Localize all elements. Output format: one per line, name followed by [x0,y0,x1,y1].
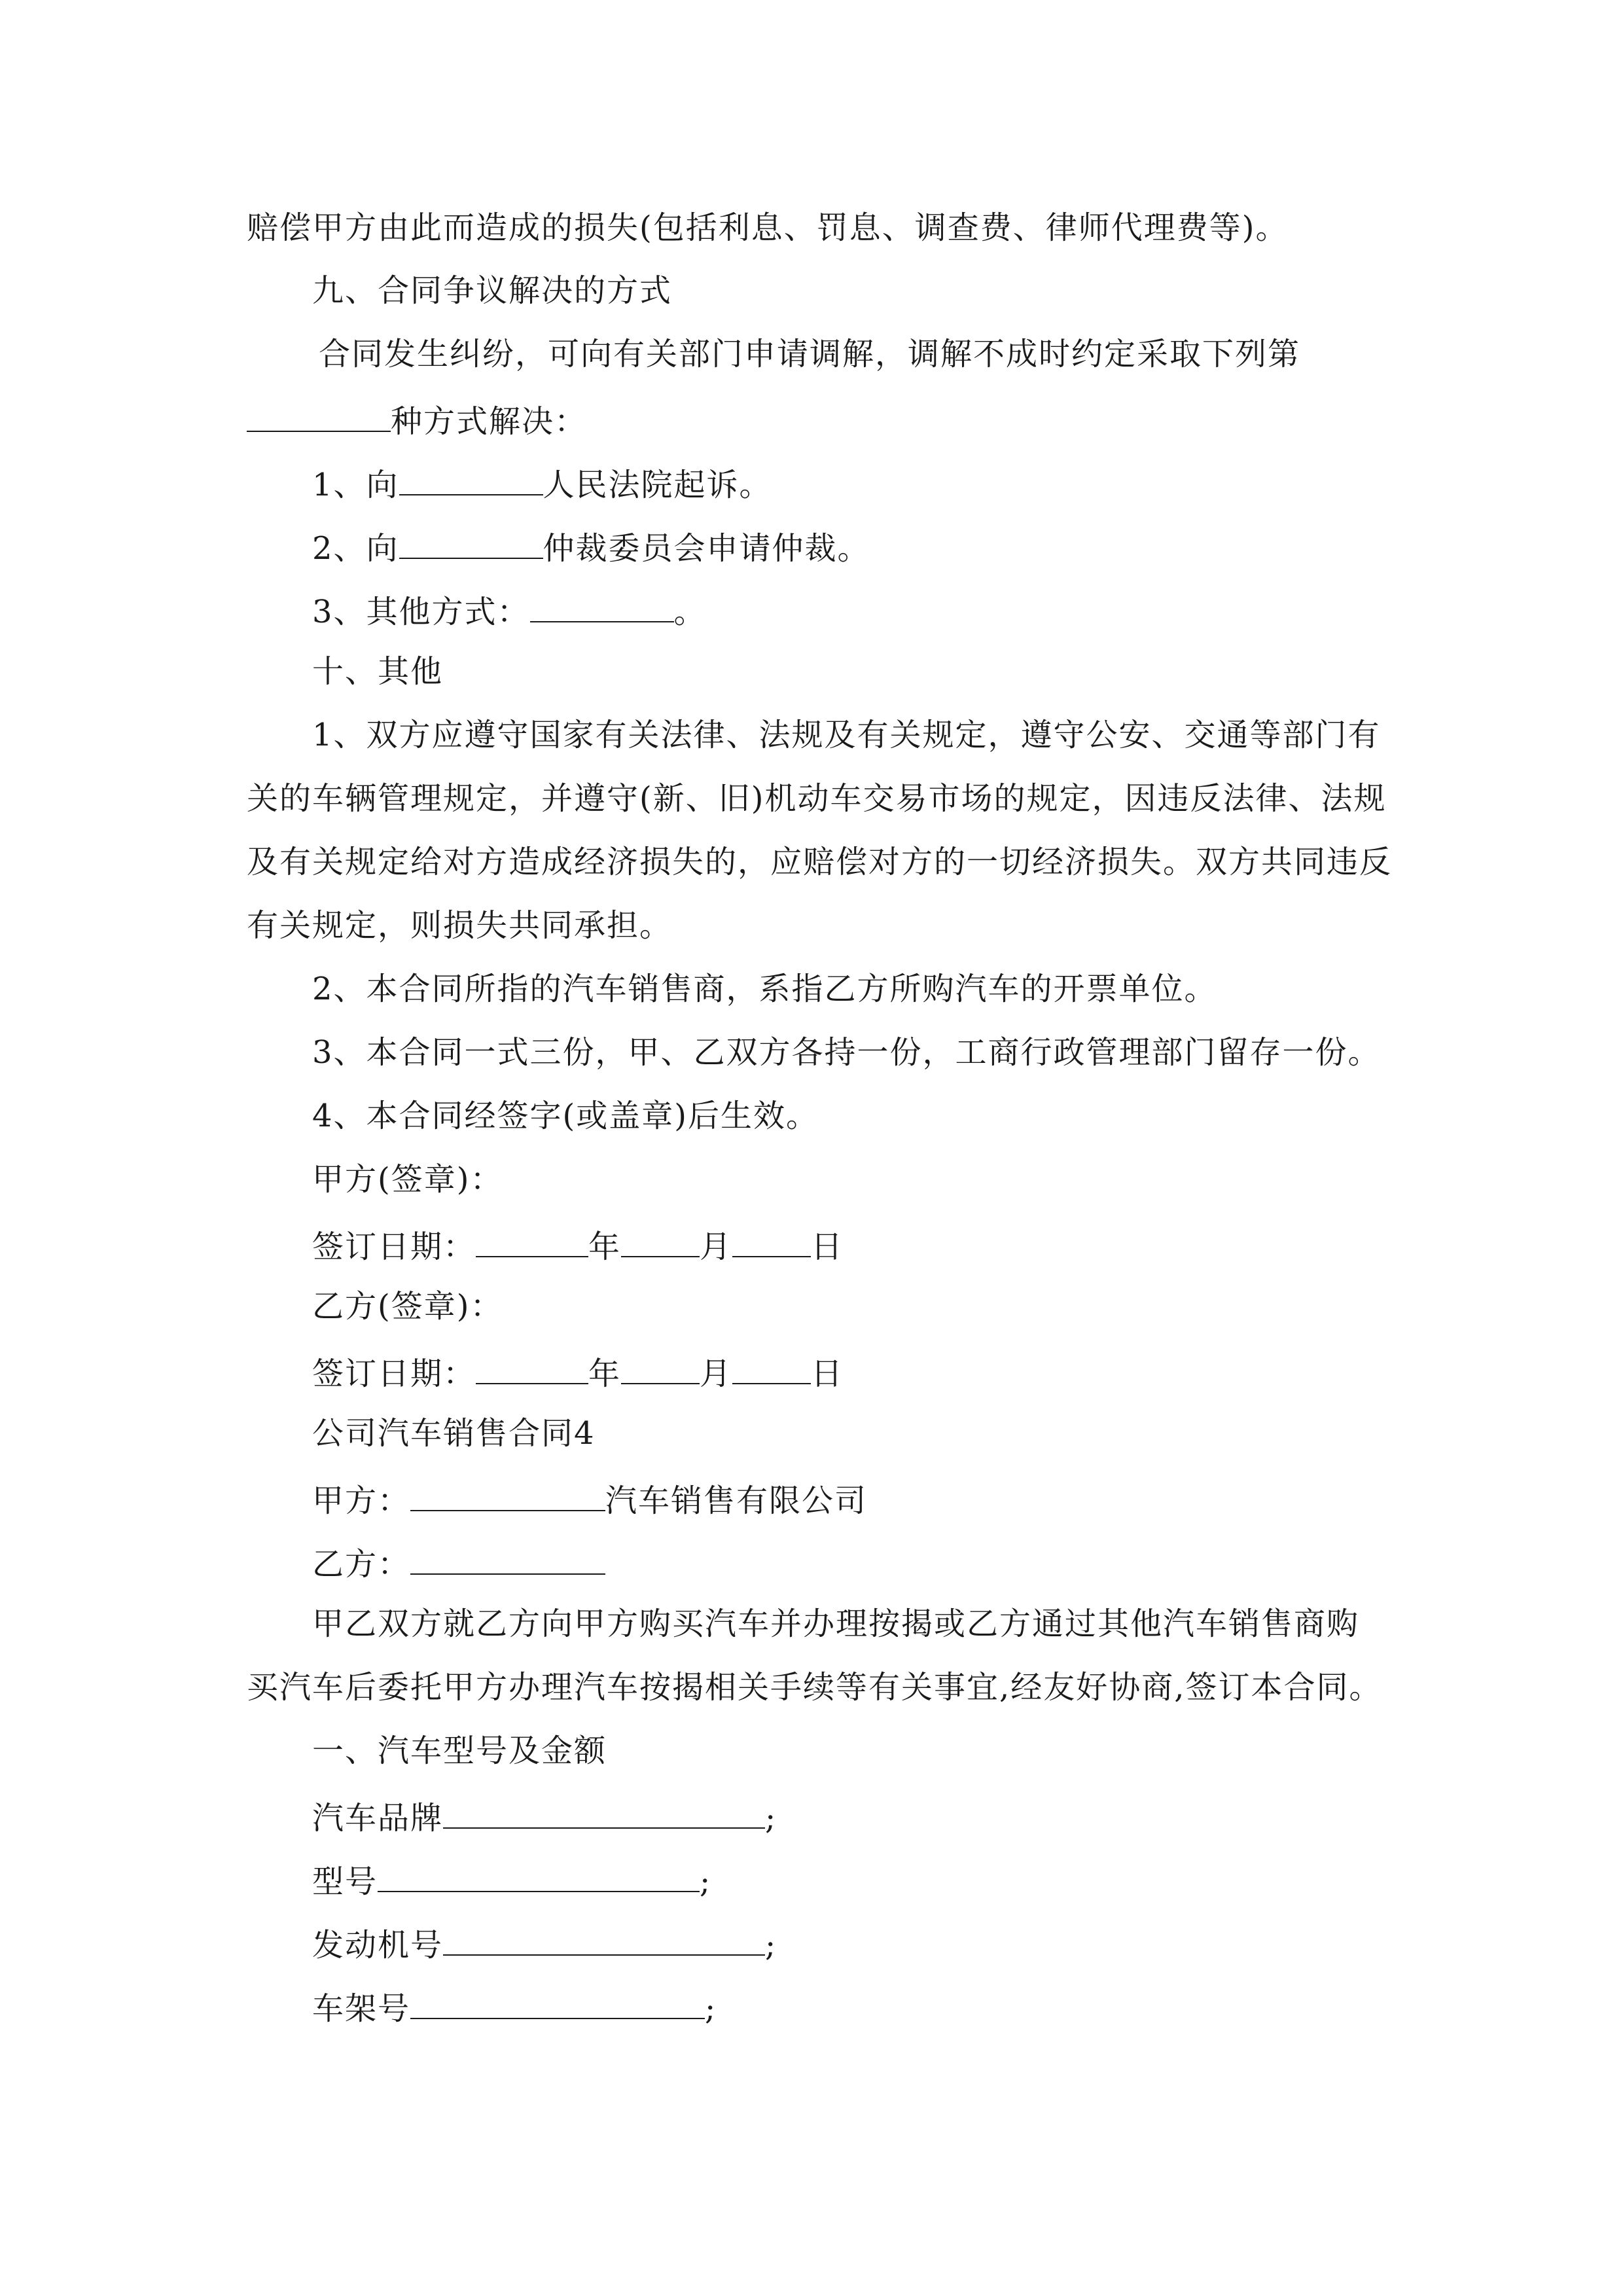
car-brand-label: 汽车品牌 [312,1800,444,1837]
section-heading [312,271,672,310]
field-line [312,1795,777,1838]
year-label: 年 [588,1355,622,1392]
paragraph-text: 甲乙双方就乙方向甲方购买汽车并办理按揭或乙方通过其他汽车销售商购 [312,1605,1360,1642]
party-line [312,1541,605,1584]
signing-date-line [312,1350,844,1393]
fill-blank [732,1223,811,1257]
text-line [247,842,1392,882]
list-item-label: 2、向 [312,530,399,567]
section-heading [312,652,443,691]
party-a-company: 汽车销售有限公司 [605,1482,868,1519]
text-line [247,1668,1382,1707]
text-line [247,398,587,441]
fill-blank [443,1922,765,1956]
fill-blank [410,1541,605,1575]
paragraph-text: 及有关规定给对方造成经济损失的，应赔偿对方的一切经济损失。双方共同违反 [247,844,1393,880]
text-line [247,906,672,945]
signature-label [312,1160,503,1199]
list-item [312,525,870,568]
text-line [247,208,1288,247]
fill-blank [732,1350,811,1384]
party-a-sign-label: 甲方(签章)： [312,1161,503,1198]
signing-date-line [312,1223,844,1266]
signature-label [312,1287,503,1326]
party-b-label: 乙方： [312,1546,411,1583]
fill-blank [247,398,391,432]
contract-title-text: 公司汽车销售合同4 [312,1415,596,1452]
year-label: 年 [588,1229,622,1265]
text-line [312,715,1381,755]
punctuation: ; [700,1863,712,1900]
text-line [312,1033,1381,1072]
paragraph-text: 买汽车后委托甲方办理汽车按揭相关手续等有关事宜,经友好协商,签订本合同。 [247,1669,1382,1706]
list-item-label: 3、其他方式： [312,594,530,630]
list-item [312,588,707,632]
text-line [312,969,1217,1009]
fill-blank [410,1985,705,2019]
list-item-text: 人民法院起诉。 [543,467,772,503]
contract-title [312,1414,596,1453]
paragraph-text: 关的车辆管理规定，并遵守(新、旧)机动车交易市场的规定，因违反法律、法规 [247,780,1387,817]
paragraph-text: 有关规定，则损失共同承担。 [247,907,673,944]
field-line [312,1922,777,1965]
fill-blank [410,1477,605,1511]
fill-blank [621,1350,700,1384]
engine-number-label: 发动机号 [312,1927,444,1964]
text-line [319,334,1300,374]
heading-text: 一、汽车型号及金额 [312,1732,607,1769]
frame-number-label: 车架号 [312,1990,411,2027]
day-label: 日 [811,1355,844,1392]
list-item [312,461,772,505]
field-line [312,1858,711,1901]
paragraph-text: 2、本合同所指的汽车销售商，系指乙方所购汽车的开票单位。 [312,971,1217,1007]
fill-blank [476,1350,588,1384]
fill-blank [399,461,543,495]
punctuation: ; [705,1990,717,2027]
date-label: 签订日期： [312,1229,476,1265]
month-label: 月 [700,1355,733,1392]
paragraph-text: 种方式解决： [391,403,588,440]
fill-blank [530,588,674,622]
date-label: 签订日期： [312,1355,476,1392]
model-label: 型号 [312,1863,378,1900]
punctuation: ; [765,1800,777,1837]
field-line [312,1985,717,2028]
text-line [312,1604,1359,1643]
heading-text: 九、合同争议解决的方式 [312,272,673,309]
fill-blank [378,1858,700,1892]
party-line [312,1477,867,1520]
list-item-label: 1、向 [312,467,399,503]
paragraph-text: 4、本合同经签字(或盖章)后生效。 [312,1098,819,1134]
day-label: 日 [811,1229,844,1265]
party-a-label: 甲方： [312,1482,411,1519]
party-b-sign-label: 乙方(签章)： [312,1288,503,1325]
punctuation: ; [765,1927,777,1964]
list-item-text: 。 [673,594,707,630]
text-line [247,779,1386,818]
paragraph-text: 1、双方应遵守国家有关法律、法规及有关规定，遵守公安、交通等部门有 [312,717,1381,753]
fill-blank [621,1223,700,1257]
fill-blank [443,1795,765,1829]
month-label: 月 [700,1229,733,1265]
fill-blank [399,525,543,559]
list-item-text: 仲裁委员会申请仲裁。 [543,530,870,567]
paragraph-text: 3、本合同一式三份，甲、乙双方各持一份，工商行政管理部门留存一份。 [312,1034,1381,1071]
paragraph-text: 合同发生纠纷，可向有关部门申请调解，调解不成时约定采取下列第 [319,336,1301,372]
section-heading [312,1731,607,1770]
heading-text: 十、其他 [312,653,444,690]
paragraph-text: 赔偿甲方由此而造成的损失(包括利息、罚息、调查费、律师代理费等)。 [247,209,1289,246]
text-line [312,1096,819,1136]
fill-blank [476,1223,588,1257]
